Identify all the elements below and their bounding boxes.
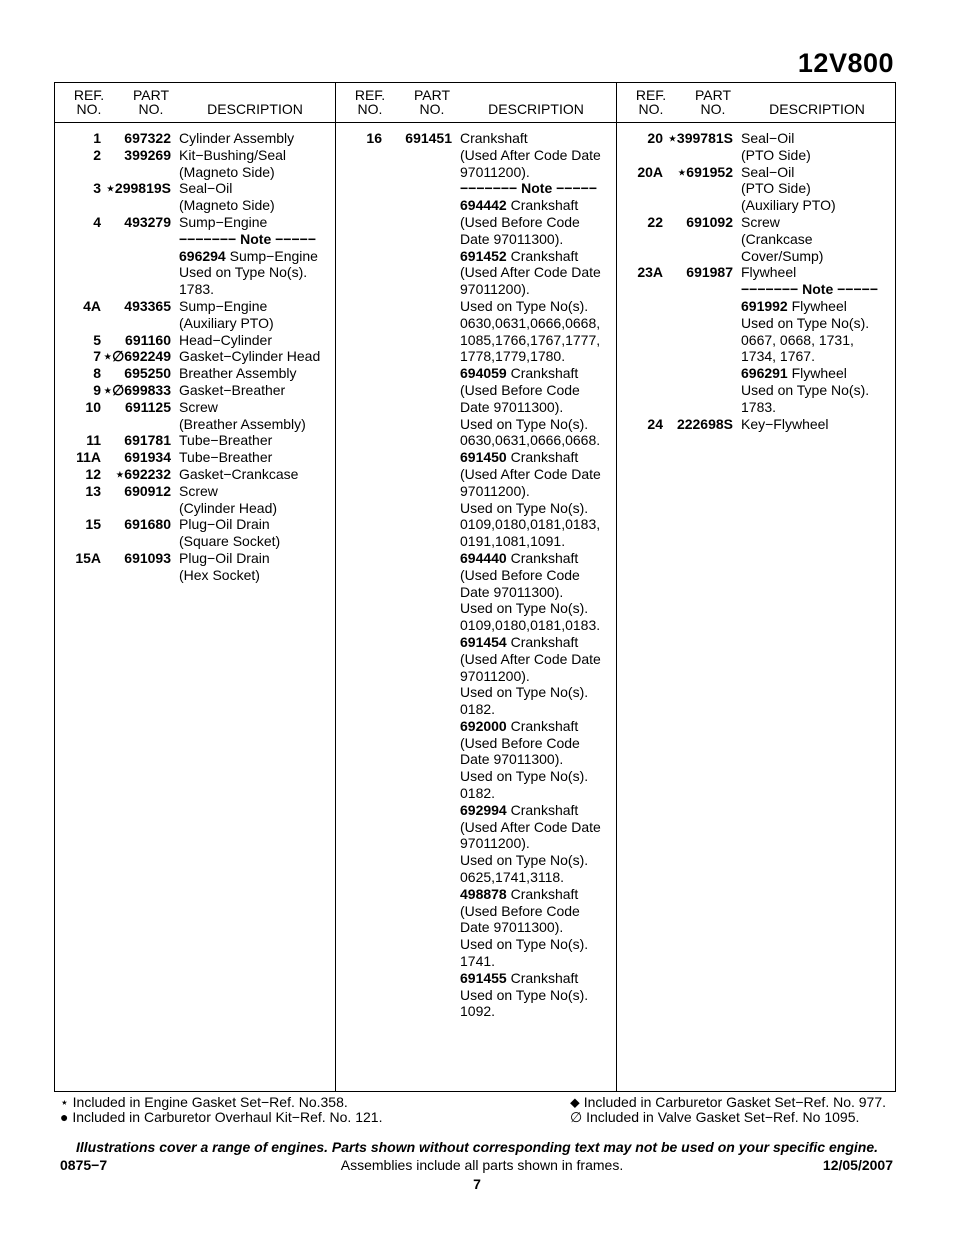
note-text: 0191,1081,1091. — [460, 533, 566, 550]
note-line — [460, 500, 610, 517]
alt-part-number: 691452 — [460, 247, 507, 264]
note-line — [460, 332, 610, 349]
note-text: Used on Type No(s). — [460, 600, 589, 617]
note-line — [460, 584, 610, 601]
note-line — [460, 197, 610, 214]
note-text: Date 97011300). — [460, 583, 564, 600]
ref-number: 23A — [637, 264, 663, 281]
column-header — [617, 88, 897, 120]
ref-number: 15A — [75, 549, 101, 566]
alt-part-number: 692994 — [460, 801, 507, 818]
note-text: Crankshaft — [506, 969, 579, 986]
note-text: Used on Type No(s). — [460, 297, 589, 314]
note-line — [460, 835, 610, 852]
alt-part-number: 694442 — [460, 197, 507, 214]
note-line — [460, 701, 610, 718]
note-line — [460, 416, 610, 433]
description-line: Seal−Oil — [741, 163, 795, 180]
ref-number: 4A — [83, 297, 101, 314]
note-line — [460, 936, 610, 953]
part-header-2: NO. — [419, 101, 445, 117]
note-text: 0182. — [460, 785, 496, 802]
note-line — [741, 332, 891, 349]
part-row — [55, 550, 335, 584]
note-text: 1783. — [179, 281, 215, 298]
description-line: (Square Socket) — [179, 533, 281, 550]
part-number: ⋆∅699833 — [103, 381, 171, 398]
part-number: 399269 — [124, 146, 171, 163]
part-number: 691987 — [686, 264, 733, 281]
note-line — [741, 382, 891, 399]
note-text: 0630,0631,0666,0668. — [460, 432, 601, 449]
note-text: Date 97011300). — [460, 230, 564, 247]
note-text: 1085,1766,1767,1777, — [460, 331, 601, 348]
note-line — [460, 819, 610, 836]
alt-part-number: 696294 — [179, 247, 226, 264]
alt-part-number: 691450 — [460, 449, 507, 466]
description-line: Plug−Oil Drain — [179, 549, 270, 566]
note-text: Crankshaft — [506, 365, 579, 382]
description-line: Head−Cylinder — [179, 331, 272, 348]
note-text: 1778,1779,1780. — [460, 348, 566, 365]
description-line: (Magneto Side) — [179, 197, 275, 214]
note-line — [460, 735, 610, 752]
description-line: (Cylinder Head) — [179, 499, 278, 516]
note-text: 97011200). — [460, 482, 530, 499]
footnote-valve-gasket: ∅ Included in Valve Gasket Set−Ref. No 1095. — [570, 1108, 860, 1125]
note-line — [460, 668, 610, 685]
note-text: 97011200). — [460, 281, 530, 298]
description-header: DESCRIPTION — [207, 101, 303, 117]
description-line: (Hex Socket) — [179, 566, 260, 583]
ref-number: 13 — [85, 482, 101, 499]
column-header — [336, 88, 616, 120]
note-line — [460, 533, 610, 550]
ref-header-2: NO. — [638, 101, 664, 117]
part-number: 697322 — [124, 130, 171, 146]
note-text: Used on Type No(s). — [179, 264, 308, 281]
note-line — [460, 248, 610, 265]
note-text: Date 97011300). — [460, 398, 564, 415]
part-description — [741, 416, 891, 433]
parts-column-1 — [55, 83, 335, 1091]
note-text: Used on Type No(s). — [741, 381, 870, 398]
ref-number: 12 — [85, 465, 101, 482]
part-header: PART — [413, 87, 451, 103]
ref-number: 16 — [366, 130, 382, 146]
description-line: (Auxiliary PTO) — [741, 197, 836, 214]
alt-part-number: 696291 — [741, 365, 788, 382]
description-line: Breather Assembly — [179, 365, 297, 382]
note-text: Crankshaft — [506, 449, 579, 466]
part-description — [179, 432, 329, 449]
part-description — [179, 483, 329, 517]
ref-header: REF. — [73, 87, 105, 103]
note-line — [460, 483, 610, 500]
note-line — [460, 634, 610, 651]
note-text: 0625,1741,3118. — [460, 869, 565, 886]
note-line — [741, 399, 891, 416]
note-text: (Used Before Code — [460, 566, 580, 583]
part-description — [179, 399, 329, 433]
description-line: (PTO Side) — [741, 146, 811, 163]
document-number: 0875−7 — [60, 1157, 108, 1173]
description-line: Seal−Oil — [741, 130, 795, 146]
ref-number: 8 — [93, 365, 101, 382]
part-description — [179, 382, 329, 399]
description-line: (Magneto Side) — [179, 163, 275, 180]
note-text: 0630,0631,0666,0668, — [460, 314, 601, 331]
part-row — [55, 180, 335, 214]
note-line — [179, 264, 329, 281]
note-line — [460, 768, 610, 785]
description-line: (Breather Assembly) — [179, 415, 306, 432]
part-description — [179, 298, 329, 332]
note-text: Used on Type No(s). — [741, 314, 870, 331]
note-text: Crankshaft — [506, 885, 579, 902]
part-row — [617, 264, 897, 415]
ref-header: REF. — [354, 87, 386, 103]
part-description — [179, 466, 329, 483]
parts-column-2 — [335, 83, 616, 1091]
alt-part-number: 691992 — [741, 297, 788, 314]
note-line — [460, 231, 610, 248]
note-line — [460, 785, 610, 802]
part-row — [55, 466, 335, 483]
description-line: Tube−Breather — [179, 432, 273, 449]
part-number: 493365 — [124, 297, 171, 314]
part-row — [55, 399, 335, 433]
ref-number: 4 — [93, 213, 101, 230]
note-text: Used on Type No(s). — [460, 684, 589, 701]
ref-header: REF. — [635, 87, 667, 103]
note-text: Crankshaft — [506, 801, 579, 818]
document-date: 12/05/2007 — [822, 1157, 893, 1173]
part-number: 493279 — [124, 213, 171, 230]
ref-number: 1 — [93, 130, 101, 146]
part-number: 691092 — [686, 213, 733, 230]
part-row — [55, 382, 335, 399]
note-text: (Used After Code Date — [460, 818, 601, 835]
note-text: Crankshaft — [506, 197, 579, 214]
note-text: 1092. — [460, 1003, 496, 1020]
note-text: Flywheel — [787, 365, 847, 382]
description-line: Gasket−Breather — [179, 381, 286, 398]
parts-column-3 — [616, 83, 897, 1091]
part-row — [55, 483, 335, 517]
assemblies-note: Assemblies include all parts shown in frames. — [340, 1157, 624, 1173]
part-description — [179, 214, 329, 298]
note-text: Date 97011300). — [460, 751, 564, 768]
note-line — [741, 365, 891, 382]
note-line — [460, 987, 610, 1004]
ref-number: 24 — [647, 415, 663, 432]
part-row — [336, 130, 616, 1020]
part-number: 691093 — [124, 549, 171, 566]
note-line — [460, 617, 610, 634]
description-header: DESCRIPTION — [488, 101, 584, 117]
description-line: Crankshaft — [460, 130, 528, 146]
column-header — [55, 88, 335, 120]
note-text: Crankshaft — [506, 717, 579, 734]
note-text: (Used Before Code — [460, 381, 580, 398]
part-row — [55, 130, 335, 147]
note-text: (Used Before Code — [460, 734, 580, 751]
description-line: (Crankcase — [741, 230, 813, 247]
ref-number: 22 — [647, 213, 663, 230]
note-line — [460, 751, 610, 768]
description-line: (PTO Side) — [741, 180, 811, 197]
description-line: Kit−Bushing/Seal — [179, 146, 287, 163]
note-line — [460, 567, 610, 584]
description-line: Gasket−Cylinder Head — [179, 348, 321, 365]
note-text: Used on Type No(s). — [460, 852, 589, 869]
part-row — [617, 164, 897, 214]
note-text: 97011200). — [460, 835, 530, 852]
note-line — [460, 970, 610, 987]
note-text: 1734, 1767. — [741, 348, 815, 365]
part-number: ⋆691952 — [677, 163, 733, 180]
note-text: Used on Type No(s). — [460, 499, 589, 516]
note-text: (Used After Code Date — [460, 650, 601, 667]
note-line — [460, 365, 610, 382]
note-divider: −−−−−−− Note −−−−− — [741, 281, 878, 298]
description-line: (Auxiliary PTO) — [179, 314, 274, 331]
part-header-2: NO. — [138, 101, 164, 117]
part-row — [617, 130, 897, 164]
alt-part-number: 498878 — [460, 885, 507, 902]
note-line — [460, 684, 610, 701]
note-text: (Used Before Code — [460, 902, 580, 919]
note-line — [460, 399, 610, 416]
part-row — [55, 348, 335, 365]
alt-part-number: 691455 — [460, 969, 507, 986]
part-header: PART — [132, 87, 170, 103]
part-row — [617, 214, 897, 264]
note-line — [460, 298, 610, 315]
description-line: Cylinder Assembly — [179, 130, 295, 146]
note-line — [741, 298, 891, 315]
note-line — [460, 852, 610, 869]
note-text: (Used After Code Date — [460, 264, 601, 281]
note-divider: −−−−−−− Note −−−−− — [179, 230, 316, 247]
description-line: Sump−Engine — [179, 297, 268, 314]
part-number: 695250 — [124, 365, 171, 382]
alt-part-number: 694059 — [460, 365, 507, 382]
note-line — [460, 432, 610, 449]
description-line: Plug−Oil Drain — [179, 516, 270, 533]
part-description — [179, 180, 329, 214]
part-number: 691934 — [124, 449, 171, 466]
note-text: 0182. — [460, 701, 496, 718]
disclaimer: Illustrations cover a range of engines. Parts shown without corresponding text may not be used on your specific engine. — [75, 1139, 879, 1155]
part-description — [741, 264, 891, 415]
part-row — [55, 214, 335, 298]
part-row — [617, 416, 897, 433]
part-description — [460, 130, 610, 1020]
part-row — [55, 332, 335, 349]
note-text: 1741. — [460, 953, 496, 970]
part-number: ⋆692232 — [115, 465, 171, 482]
part-description — [741, 214, 891, 264]
parts-table — [54, 82, 896, 1092]
note-divider: −−−−−−− Note −−−−− — [460, 180, 597, 197]
footnote-engine-gasket: ⋆ Included in Engine Gasket Set−Ref. No.358. — [60, 1094, 348, 1110]
description-line: (Used After Code Date — [460, 146, 601, 163]
note-line — [460, 886, 610, 903]
ref-number: 7 — [93, 348, 101, 365]
note-text: Date 97011300). — [460, 919, 564, 936]
note-text: (Used Before Code — [460, 213, 580, 230]
alt-part-number: 691454 — [460, 633, 507, 650]
description-line: Seal−Oil — [179, 180, 233, 197]
note-text: Used on Type No(s). — [460, 986, 589, 1003]
note-line — [460, 281, 610, 298]
note-text: Crankshaft — [506, 549, 579, 566]
ref-header-2: NO. — [357, 101, 383, 117]
note-line — [460, 550, 610, 567]
part-header: PART — [694, 87, 732, 103]
description-line: Screw — [179, 398, 218, 415]
description-header: DESCRIPTION — [769, 101, 865, 117]
note-text: 0109,0180,0181,0183. — [460, 617, 601, 634]
part-number: 690912 — [124, 482, 171, 499]
ref-number: 10 — [85, 398, 101, 415]
part-row — [55, 449, 335, 466]
rows — [336, 130, 616, 1020]
note-line — [460, 466, 610, 483]
part-number: 691451 — [405, 130, 452, 146]
model-number: 12V800 — [797, 48, 894, 78]
part-number: ⋆∅692249 — [103, 348, 171, 365]
description-line: Screw — [741, 213, 780, 230]
part-description — [179, 332, 329, 349]
rows — [617, 130, 897, 432]
ref-number: 11 — [86, 432, 101, 449]
description-line: Flywheel — [741, 264, 797, 281]
note-line — [460, 903, 610, 920]
part-description — [179, 550, 329, 584]
ref-header-2: NO. — [76, 101, 102, 117]
part-number: 691680 — [124, 516, 171, 533]
note-line — [460, 264, 610, 281]
note-text: Crankshaft — [506, 633, 579, 650]
part-description — [179, 516, 329, 550]
part-number: 222698S — [676, 415, 733, 432]
note-text: Sump−Engine — [225, 247, 318, 264]
note-line — [460, 802, 610, 819]
description-line: Tube−Breather — [179, 449, 273, 466]
note-line — [460, 382, 610, 399]
note-line — [179, 248, 329, 265]
note-line — [460, 651, 610, 668]
note-text: Used on Type No(s). — [460, 936, 589, 953]
part-description — [179, 348, 329, 365]
note-line — [460, 1003, 610, 1020]
note-line — [460, 718, 610, 735]
page-number: 7 — [473, 1176, 481, 1192]
note-text: Used on Type No(s). — [460, 768, 589, 785]
description-line: Cover/Sump) — [741, 247, 824, 264]
note-line — [460, 449, 610, 466]
note-line — [460, 953, 610, 970]
description-line: Gasket−Crankcase — [179, 465, 299, 482]
alt-part-number: 694440 — [460, 549, 507, 566]
ref-number: 9 — [93, 381, 101, 398]
part-description — [179, 147, 329, 181]
description-line: Screw — [179, 482, 218, 499]
description-line: Sump−Engine — [179, 213, 268, 230]
part-row — [55, 365, 335, 382]
part-description — [179, 130, 329, 147]
ref-number: 2 — [93, 146, 101, 163]
description-line: Key−Flywheel — [741, 415, 829, 432]
note-text: Flywheel — [787, 297, 847, 314]
note-line — [460, 348, 610, 365]
note-line — [460, 214, 610, 231]
ref-number: 11A — [76, 449, 101, 466]
note-line — [460, 600, 610, 617]
ref-number: 20 — [647, 130, 663, 146]
part-row — [55, 432, 335, 449]
part-description — [741, 164, 891, 214]
ref-number: 20A — [637, 163, 663, 180]
part-number: ⋆399781S — [668, 130, 733, 146]
note-line — [460, 315, 610, 332]
part-description — [179, 365, 329, 382]
part-number: 691160 — [125, 331, 171, 348]
alt-part-number: 692000 — [460, 717, 507, 734]
description-line: 97011200). — [460, 163, 530, 180]
note-line — [460, 919, 610, 936]
part-number: ⋆299819S — [106, 180, 171, 197]
note-text: 0667, 0668, 1731, — [741, 331, 854, 348]
note-line — [460, 516, 610, 533]
part-description — [741, 130, 891, 164]
note-line — [741, 348, 891, 365]
part-number: 691125 — [125, 398, 171, 415]
part-row — [55, 516, 335, 550]
part-number: 691781 — [124, 432, 171, 449]
note-text: (Used After Code Date — [460, 465, 601, 482]
part-row — [55, 147, 335, 181]
note-text: 97011200). — [460, 667, 530, 684]
note-text: Used on Type No(s). — [460, 415, 589, 432]
note-line — [179, 281, 329, 298]
part-header-2: NO. — [700, 101, 726, 117]
rows — [55, 130, 335, 584]
note-text: 0109,0180,0181,0183, — [460, 516, 601, 533]
ref-number: 5 — [93, 331, 101, 348]
ref-number: 3 — [93, 180, 101, 197]
ref-number: 15 — [85, 516, 101, 533]
note-text: Crankshaft — [506, 247, 579, 264]
note-line — [741, 315, 891, 332]
footnote-carburetor-overhaul: ● Included in Carburetor Overhaul Kit−Ref. No. 121. — [60, 1108, 383, 1125]
note-line — [460, 869, 610, 886]
footnote-carburetor-gasket: ⬥ Included in Carburetor Gasket Set−Ref. No. 977. — [570, 1094, 887, 1110]
part-row — [55, 298, 335, 332]
note-text: 1783. — [741, 398, 777, 415]
part-description — [179, 449, 329, 466]
